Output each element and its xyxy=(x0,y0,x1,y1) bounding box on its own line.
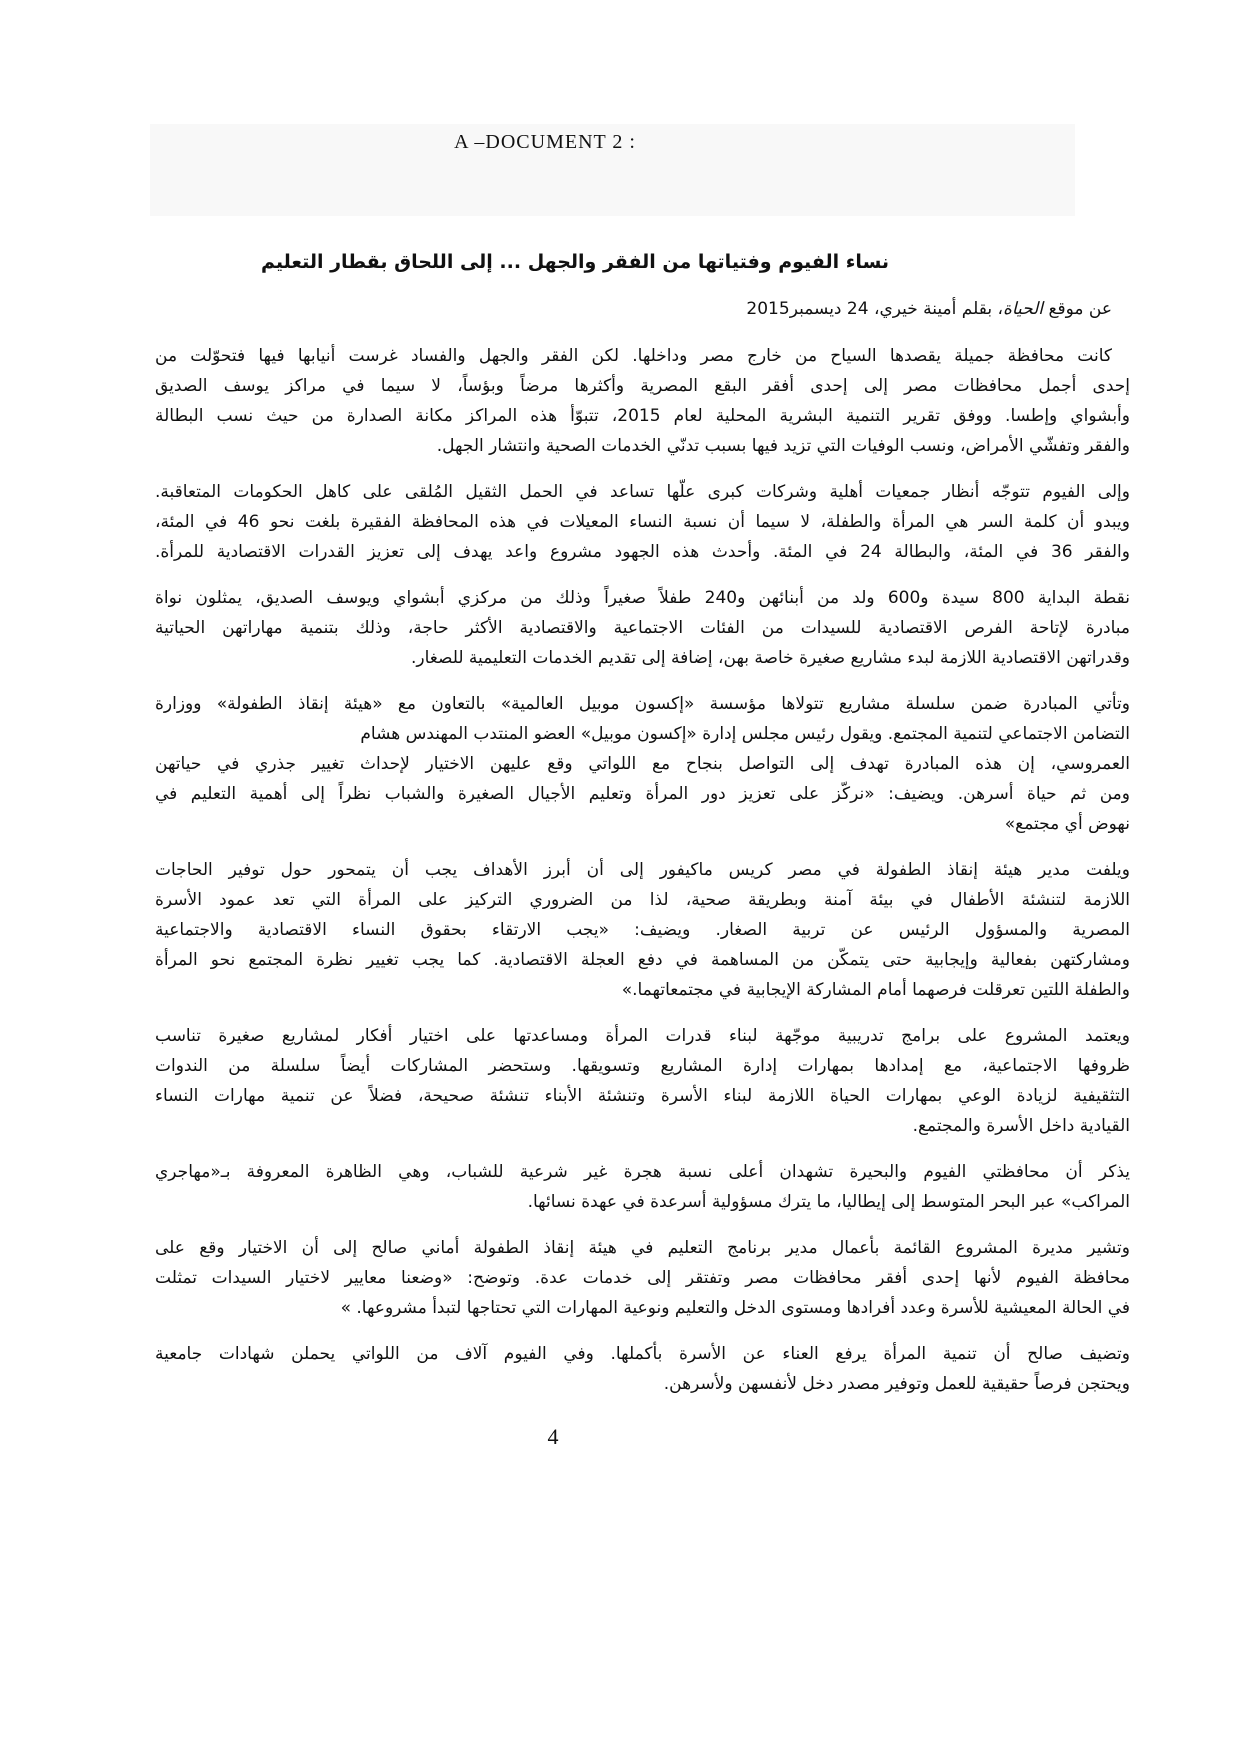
paragraph-line: نقطة البداية 800 سيدة و600 ولد من أبنائهن و240 طفلاً صغيراً وذلك من مركزي أبشواي ويوسف الصديق، يمثلون نواة xyxy=(155,588,1130,608)
paragraph-line: في الحالة المعيشية للأسرة وعدد أفرادها ومستوى الدخل والتعليم ونوعية المهارات التي تحتاجها لتبدأ مشروعها. » xyxy=(340,1298,1130,1318)
source-prefix: عن موقع xyxy=(1048,299,1112,319)
paragraph-line: وتضيف صالح أن تنمية المرأة يرفع العناء عن الأسرة بأكملها. وفي الفيوم آلاف من اللواتي يحملن شهادات جامعية xyxy=(155,1344,1130,1364)
paragraph-line: والفقر وتفشّي الأمراض، ونسب الوفيات التي تزيد فيها بسبب تدنّي الخدمات الصحية وانتشار الجهل. xyxy=(436,436,1130,456)
source-rest: ، بقلم أمينة خيري، 24 ديسمبر2015 xyxy=(746,299,1003,319)
paragraph xyxy=(155,341,1130,461)
paragraph xyxy=(155,583,1130,673)
paragraph-line: وإلى الفيوم تتوجّه أنظار جمعيات أهلية وشركات كبرى علّها تساعد في الحمل الثقيل المُلقى على كاهل الحكومات المتعاقبة. xyxy=(155,482,1130,502)
paragraph-line: ظروفها الاجتماعية، مع إمدادها بمهارات إدارة المشاريع وتسويقها. وستحضر المشاركات أيضاً سلسلة من الندوات xyxy=(155,1056,1130,1076)
paragraph-line: وأبشواي وإطسا. ووفق تقرير التنمية البشرية المحلية لعام 2015، تتبوّأ هذه المراكز مكانة الصدارة من حيث نسب البطالة xyxy=(155,406,1130,426)
paragraph-line: مبادرة لإتاحة الفرص الاقتصادية للسيدات من الفئات الاجتماعية والاقتصادية الأكثر حاجة، وذلك بتنمية مهاراتهن الحياتية xyxy=(155,618,1130,638)
paragraph xyxy=(155,477,1130,567)
paragraph-line: وتشير مديرة المشروع القائمة بأعمال مدير برنامج التعليم في هيئة إنقاذ الطفولة أماني صالح إلى أن الاختيار وقع على xyxy=(155,1238,1130,1258)
paragraph-line: والطفلة اللتين تعرقلت فرصهما أمام المشاركة الإيجابية في مجتمعاتهما.» xyxy=(621,980,1130,1000)
source-site: الحياة xyxy=(1002,299,1044,319)
paragraph-line: ويلفت مدير هيئة إنقاذ الطفولة في مصر كريس ماكيفور إلى أن أبرز الأهداف يجب أن يتمحور حول توفير الحاجات xyxy=(155,860,1130,880)
article-source xyxy=(155,294,1130,324)
paragraph-line: نهوض أي مجتمع» xyxy=(1004,814,1130,834)
paragraph-line: التثقيفية لزيادة الوعي بمهارات الحياة اللازمة لبناء الأسرة وتنشئة الأبناء تنشئة صحيحة، فضلاً عن تنمية مهارات النساء xyxy=(155,1086,1130,1106)
paragraph-line: محافظة الفيوم لأنها إحدى أفقر محافظات مصر وتفتقر إلى خدمات عدة. وتوضح: «وضعنا معايير لاختيار السيدات تمثلت xyxy=(155,1268,1130,1288)
paragraph-line: التضامن الاجتماعي لتنمية المجتمع. ويقول رئيس مجلس إدارة «إكسون موبيل» العضو المنتدب المهندس هشام xyxy=(360,724,1130,744)
paragraph-line: إحدى أجمل محافظات مصر إلى إحدى أفقر البقع المصرية وأكثرها مرضاً وبؤساً، لا سيما في مراكز يوسف الصديق xyxy=(155,376,1130,396)
paragraph-line: ويبدو أن كلمة السر هي المرأة والطفلة، لا سيما أن نسبة النساء المعيلات في هذه المحافظة الفقيرة بلغت نحو 46 في المئة، xyxy=(155,512,1130,532)
paragraph-line: وتأتي المبادرة ضمن سلسلة مشاريع تتولاها مؤسسة «إكسون موبيل العالمية» بالتعاون مع «هيئة إنقاذ الطفولة» ووزارة xyxy=(155,694,1130,714)
paragraph xyxy=(155,1157,1130,1217)
paragraph-line: ومن ثم حياة أسرهن. ويضيف: «نركّز على تعزيز دور المرأة وتعليم الأجيال الصغيرة والشباب نظراً إلى أهمية التعليم في xyxy=(155,784,1130,804)
paragraph-line: القيادية داخل الأسرة والمجتمع. xyxy=(912,1116,1130,1136)
paragraph-line: اللازمة لتنشئة الأطفال في بيئة آمنة وبطريقة صحية، لذا من الضروري التركيز على المرأة التي تعد عمود الأسرة xyxy=(155,890,1130,910)
paragraph-line: المصرية والمسؤول الرئيس عن تربية الصغار. ويضيف: «يجب الارتقاء بحقوق النساء الاقتصادية والاجتماعية xyxy=(155,920,1130,940)
article-title: نساء الفيوم وفتياتها من الفقر والجهل ... إلى اللحاق بقطار التعليم xyxy=(260,251,890,273)
paragraph-line: ويحتجن فرصاً حقيقية للعمل وتوفير مصدر دخل لأنفسهن ولأسرهن. xyxy=(663,1374,1130,1394)
paragraph-line: العمروسي، إن هذه المبادرة تهدف إلى التواصل بنجاح مع اللواتي وقع عليهن الاختيار لإحداث تغيير جذري في حياتهن xyxy=(155,754,1130,774)
paragraph-line: والفقر 36 في المئة، والبطالة 24 في المئة. وأحدث هذه الجهود مشروع واعد يهدف إلى تعزيز القدرات الاقتصادية للمرأة. xyxy=(155,542,1130,562)
document-label: A –DOCUMENT 2 : xyxy=(454,131,636,153)
paragraph xyxy=(155,1021,1130,1141)
paragraph xyxy=(155,689,1130,839)
paragraph xyxy=(155,855,1130,1005)
paragraph-line: وقدراتهن الاقتصادية اللازمة لبدء مشاريع صغيرة خاصة بهن، إضافة إلى تقديم الخدمات التعليمية للصغار. xyxy=(410,648,1130,668)
paragraph-line: ويعتمد المشروع على برامج تدريبية موجّهة لبناء قدرات المرأة ومساعدتها على اختيار أفكار لمشاريع صغيرة تناسب xyxy=(155,1026,1130,1046)
paragraph-line: المراكب» عبر البحر المتوسط إلى إيطاليا، ما يترك مسؤولية أسرعدة في عهدة نسائها. xyxy=(527,1192,1130,1212)
paragraph xyxy=(155,1339,1130,1399)
paragraph-line: يذكر أن محافظتي الفيوم والبحيرة تشهدان أعلى نسبة هجرة غير شرعية للشباب، وهي الظاهرة المعروفة بـ«مهاجري xyxy=(155,1162,1130,1182)
page-number: 4 xyxy=(547,1424,559,1449)
paragraph xyxy=(155,1233,1130,1323)
paragraph-line: كانت محافظة جميلة يقصدها السياح من خارج مصر وداخلها. لكن الفقر والجهل والفساد غرست أنيابها فيها فتحوّلت من xyxy=(155,346,1112,366)
paragraph-line: ومشاركتهن بفعالية وإيجابية حتى يتمكّن من المساهمة في دفع العجلة الاقتصادية. كما يجب تغيير نظرة المجتمع نحو المرأة xyxy=(155,950,1130,970)
article-body xyxy=(155,341,1130,1415)
